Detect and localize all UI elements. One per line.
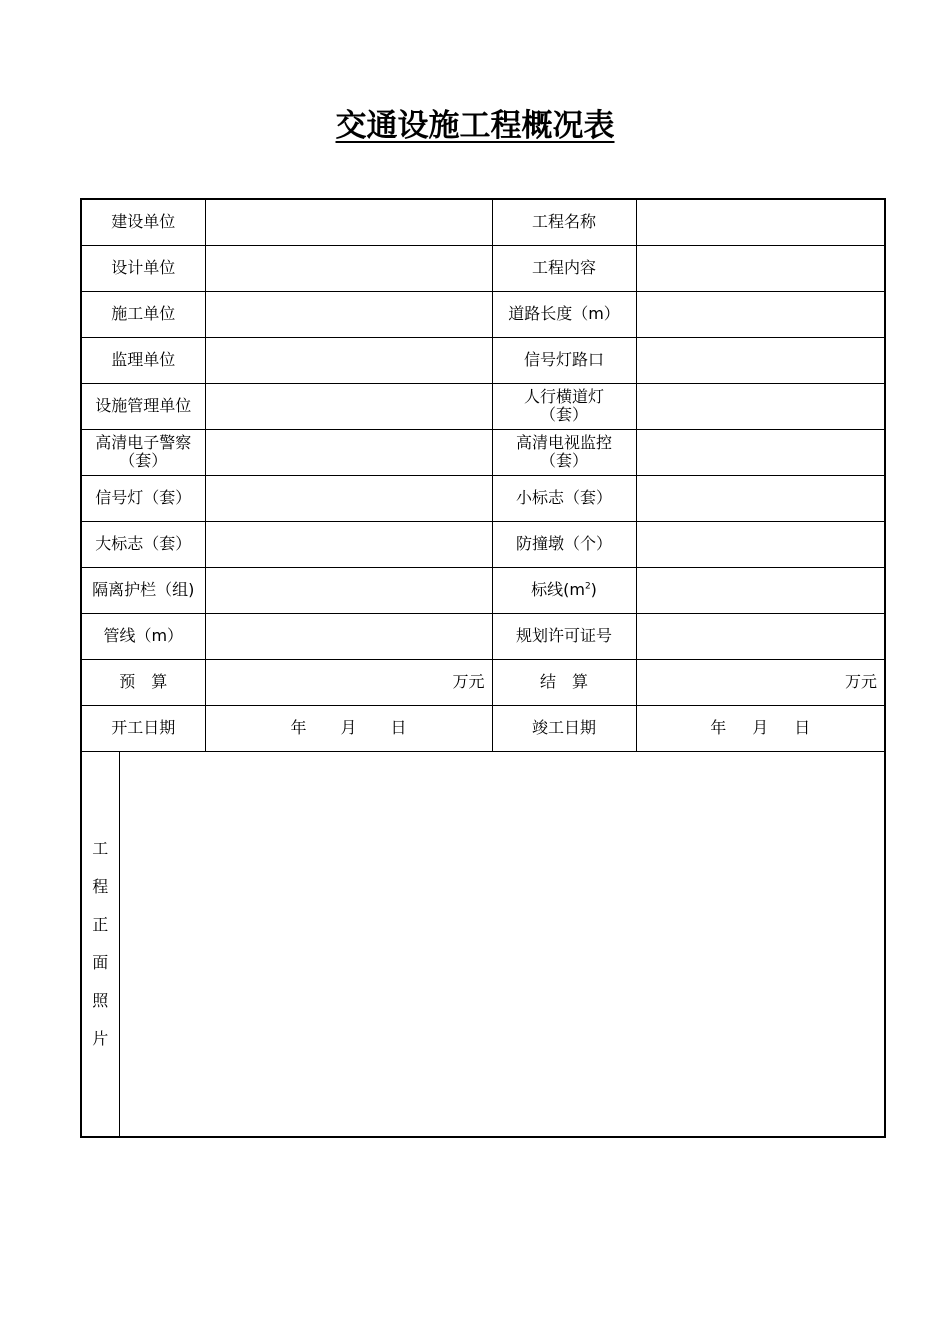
design-unit-field[interactable] xyxy=(205,245,492,291)
label-road-markings xyxy=(492,567,636,613)
label-small-signs: 小标志（套） xyxy=(492,475,636,521)
project-name-field[interactable] xyxy=(636,199,885,245)
label-supervisor: 监理单位 xyxy=(81,337,205,383)
table-row xyxy=(81,613,885,659)
photo-label-char: 工 xyxy=(92,838,109,858)
page-title xyxy=(0,100,950,152)
project-content-field[interactable] xyxy=(636,245,885,291)
label-hd-e-police xyxy=(81,429,205,475)
label-line: 高清电子警察 xyxy=(95,433,192,452)
label-large-signs: 大标志（套） xyxy=(81,521,205,567)
budget-unit: 万元 xyxy=(452,672,485,691)
table-row xyxy=(81,429,885,475)
planning-permit-field[interactable] xyxy=(636,613,885,659)
road-length-field[interactable] xyxy=(636,291,885,337)
label-facility-management-unit: 设施管理单位 xyxy=(81,383,205,429)
contractor-field[interactable] xyxy=(205,291,492,337)
supervisor-field[interactable] xyxy=(205,337,492,383)
label-line: （套） xyxy=(540,451,589,470)
project-overview-table xyxy=(80,198,886,1138)
hd-e-police-field[interactable] xyxy=(205,429,492,475)
label-pedestrian-light xyxy=(492,383,636,429)
label-pipelines: 管线（m） xyxy=(81,613,205,659)
label-signal-intersection: 信号灯路口 xyxy=(492,337,636,383)
table-row xyxy=(81,475,885,521)
completion-date-field[interactable] xyxy=(636,705,885,751)
photo-label-char: 照 xyxy=(92,990,109,1010)
small-signs-field[interactable] xyxy=(636,475,885,521)
hd-cctv-field[interactable] xyxy=(636,429,885,475)
photo-label-char: 程 xyxy=(92,876,109,896)
front-photo-area[interactable] xyxy=(119,751,885,1137)
photo-label-char: 片 xyxy=(92,1028,109,1048)
day-label: 日 xyxy=(390,718,407,737)
photo-label xyxy=(81,751,119,1137)
label-hd-cctv xyxy=(492,429,636,475)
photo-label-vertical xyxy=(82,830,119,1058)
label-project-content: 工程内容 xyxy=(492,245,636,291)
table-row xyxy=(81,337,885,383)
label-guardrails: 隔离护栏（组) xyxy=(81,567,205,613)
pipelines-field[interactable] xyxy=(205,613,492,659)
facility-management-unit-field[interactable] xyxy=(205,383,492,429)
table-row xyxy=(81,705,885,751)
page-title-text: 交通设施工程概况表 xyxy=(335,108,615,144)
pedestrian-light-field[interactable] xyxy=(636,383,885,429)
label-text: 标线(m xyxy=(531,580,585,599)
label-line: （套） xyxy=(540,405,589,424)
label-completion-date: 竣工日期 xyxy=(492,705,636,751)
settlement-unit: 万元 xyxy=(845,672,878,691)
settlement-field[interactable] xyxy=(636,659,885,705)
label-road-length: 道路长度（m） xyxy=(492,291,636,337)
table-row xyxy=(81,245,885,291)
label-text: ) xyxy=(590,580,597,599)
label-superscript: 2 xyxy=(584,581,591,592)
year-label: 年 xyxy=(710,718,727,737)
label-crash-barriers: 防撞墩（个） xyxy=(492,521,636,567)
guardrails-field[interactable] xyxy=(205,567,492,613)
date-placeholder xyxy=(290,719,406,737)
table-row xyxy=(81,199,885,245)
label-settlement: 结 算 xyxy=(492,659,636,705)
construction-unit-field[interactable] xyxy=(205,199,492,245)
label-line: （套） xyxy=(119,451,168,470)
start-date-field[interactable] xyxy=(205,705,492,751)
signal-intersection-field[interactable] xyxy=(636,337,885,383)
label-start-date: 开工日期 xyxy=(81,705,205,751)
day-label: 日 xyxy=(794,718,811,737)
table-row xyxy=(81,521,885,567)
table-row xyxy=(81,567,885,613)
label-design-unit: 设计单位 xyxy=(81,245,205,291)
month-label: 月 xyxy=(752,718,769,737)
label-line: 人行横道灯 xyxy=(524,387,605,406)
budget-field[interactable] xyxy=(205,659,492,705)
label-planning-permit: 规划许可证号 xyxy=(492,613,636,659)
crash-barriers-field[interactable] xyxy=(636,521,885,567)
year-label: 年 xyxy=(290,718,307,737)
large-signs-field[interactable] xyxy=(205,521,492,567)
table-row xyxy=(81,383,885,429)
label-construction-unit: 建设单位 xyxy=(81,199,205,245)
label-contractor: 施工单位 xyxy=(81,291,205,337)
label-signal-lights: 信号灯（套） xyxy=(81,475,205,521)
road-markings-field[interactable] xyxy=(636,567,885,613)
photo-label-char: 正 xyxy=(92,914,109,934)
label-project-name: 工程名称 xyxy=(492,199,636,245)
photo-label-char: 面 xyxy=(92,952,109,972)
label-line: 高清电视监控 xyxy=(516,433,613,452)
label-budget: 预 算 xyxy=(81,659,205,705)
month-label: 月 xyxy=(340,718,357,737)
signal-lights-field[interactable] xyxy=(205,475,492,521)
table-row xyxy=(81,659,885,705)
photo-row xyxy=(81,751,885,1137)
table-row xyxy=(81,291,885,337)
date-placeholder xyxy=(710,719,810,737)
